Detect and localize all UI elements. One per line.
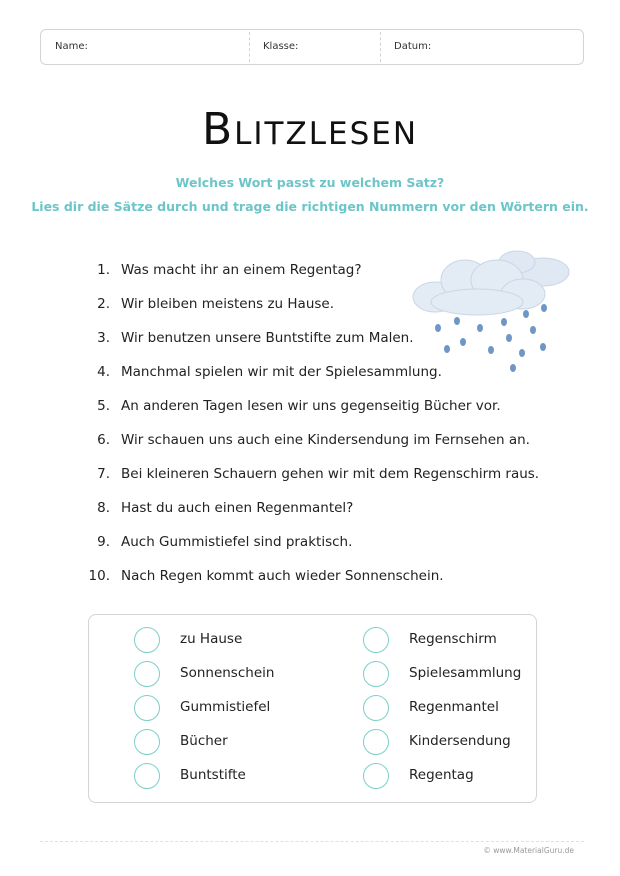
sentence-item <box>88 258 508 292</box>
sentence-item <box>88 292 508 326</box>
page-title: Blitzlesen <box>201 104 419 155</box>
sentence-text: Manchmal spielen wir mit der Spielesammlung. <box>121 364 442 380</box>
name-label: Name: <box>55 41 88 52</box>
sentence-number: 2. <box>97 296 110 312</box>
header-divider <box>249 32 250 62</box>
answer-circle[interactable] <box>363 695 389 721</box>
answer-word: zu Hause <box>180 631 243 647</box>
footer-divider <box>40 841 584 842</box>
sentence-number: 3. <box>97 330 110 346</box>
answer-circle[interactable] <box>134 763 160 789</box>
sentence-text: Was macht ihr an einem Regentag? <box>121 262 362 278</box>
header-divider <box>380 32 381 62</box>
sentence-text: Wir schauen uns auch eine Kindersendung im Fernsehen an. <box>121 432 530 448</box>
sentence-item <box>88 360 508 394</box>
date-label: Datum: <box>394 41 432 52</box>
instruction-line-2: Lies dir die Sätze durch und trage die richtigen Nummern vor den Wörtern ein. <box>31 199 589 214</box>
answer-circle[interactable] <box>134 729 160 755</box>
answer-word: Spielesammlung <box>409 665 522 681</box>
sentence-item <box>88 564 508 598</box>
sentence-number: 10. <box>88 568 110 584</box>
answer-circle[interactable] <box>363 661 389 687</box>
sentence-item <box>88 530 508 564</box>
class-label: Klasse: <box>263 41 299 52</box>
sentence-text: Auch Gummistiefel sind praktisch. <box>121 534 353 550</box>
answer-circle[interactable] <box>134 627 160 653</box>
sentence-list <box>88 258 540 598</box>
answer-word: Regenschirm <box>409 631 497 647</box>
answer-word: Kindersendung <box>409 733 511 749</box>
instruction-line-1: Welches Wort passt zu welchem Satz? <box>175 175 445 190</box>
answer-word: Regentag <box>409 767 474 783</box>
header-box <box>40 29 584 65</box>
sentence-number: 8. <box>97 500 110 516</box>
sentence-item <box>88 462 540 496</box>
answer-word: Buntstifte <box>180 767 246 783</box>
sentence-number: 1. <box>97 262 110 278</box>
sentence-item <box>88 428 530 462</box>
answer-circle[interactable] <box>134 695 160 721</box>
sentence-text: Wir bleiben meistens zu Hause. <box>121 296 335 312</box>
sentence-number: 6. <box>97 432 110 448</box>
answer-word: Gummistiefel <box>180 699 271 715</box>
sentence-item <box>88 326 508 360</box>
sentence-text: Nach Regen kommt auch wieder Sonnenschein. <box>121 568 444 584</box>
answer-circle[interactable] <box>363 729 389 755</box>
copyright: © www.MaterialGuru.de <box>483 846 574 855</box>
sentence-number: 9. <box>97 534 110 550</box>
answer-box <box>88 614 537 803</box>
sentence-text: Hast du auch einen Regenmantel? <box>121 500 354 516</box>
answer-circle[interactable] <box>363 763 389 789</box>
sentence-text: Bei kleineren Schauern gehen wir mit dem Regenschirm raus. <box>121 466 540 482</box>
answer-circle[interactable] <box>134 661 160 687</box>
answer-circle[interactable] <box>363 627 389 653</box>
sentence-number: 4. <box>97 364 110 380</box>
answer-word: Sonnenschein <box>180 665 275 681</box>
sentence-number: 7. <box>97 466 110 482</box>
sentence-text: An anderen Tagen lesen wir uns gegenseitig Bücher vor. <box>121 398 501 414</box>
answer-word: Regenmantel <box>409 699 499 715</box>
sentence-number: 5. <box>97 398 110 414</box>
sentence-item <box>88 496 508 530</box>
answer-word: Bücher <box>180 733 228 749</box>
sentence-item <box>88 394 508 428</box>
sentence-text: Wir benutzen unsere Buntstifte zum Malen. <box>121 330 414 346</box>
